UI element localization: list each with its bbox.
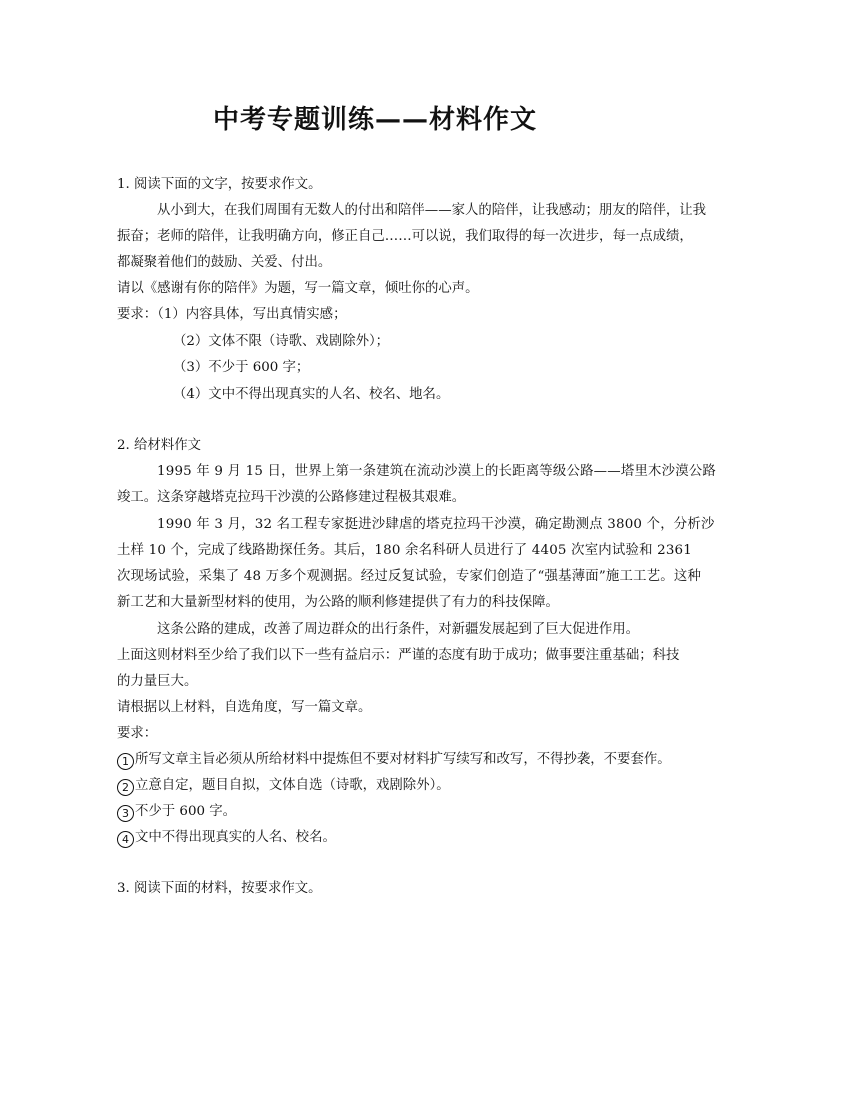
section-2-requirement <box>117 751 671 770</box>
section-2-requirement <box>117 829 336 848</box>
page-title: 中考专题训练——材料作文 <box>213 105 538 135</box>
circled-number: 2 <box>117 779 134 796</box>
section-2-paragraph-line: 竣工。这条穿越塔克拉玛干沙漠的公路修建过程极其艰难。 <box>117 490 466 505</box>
section-3-heading: 3. 阅读下面的材料，按要求作文。 <box>117 881 322 896</box>
section-2-heading: 2. 给材料作文 <box>117 438 201 453</box>
requirement-text: 立意自定，题目自拟，文体自选（诗歌，戏剧除外）。 <box>135 778 450 793</box>
circled-number: 1 <box>117 753 134 770</box>
section-2-paragraph-line: 新工艺和大量新型材料的使用，为公路的顺利修建提供了有力的科技保障。 <box>117 595 559 610</box>
section-1-paragraph-line: 从小到大，在我们周围有无数人的付出和陪伴——家人的陪伴，让我感动；朋友的陪伴，让我 <box>157 203 707 218</box>
circled-number: 4 <box>117 831 134 848</box>
section-1-requirements-intro: 要求：（1）内容具体，写出真情实感； <box>117 307 347 322</box>
section-2-paragraph-line: 1990 年 3 月，32 名工程专家挺进沙肆虐的塔克拉玛干沙漠，确定勘测点 3800 个，分析沙 <box>157 517 715 532</box>
section-2-prompt: 请根据以上材料，自选角度，写一篇文章。 <box>117 700 372 715</box>
section-1-requirement: （3）不少于 600 字； <box>173 360 310 375</box>
section-1-paragraph-line: 都凝聚着他们的鼓励、关爱、付出。 <box>117 255 332 270</box>
section-1-paragraph-line: 振奋；老师的陪伴，让我明确方向，修正自己……可以说，我们取得的每一次进步，每一点成绩， <box>117 229 693 244</box>
section-2-requirement <box>117 777 450 796</box>
circled-number: 3 <box>117 805 134 822</box>
requirement-text: 所写文章主旨必须从所给材料中提炼但不要对材料扩写续写和改写，不得抄袭，不要套作。 <box>135 752 671 767</box>
section-1-requirement: （4）文中不得出现真实的人名、校名、地名。 <box>173 387 450 402</box>
section-1-heading: 1. 阅读下面的文字，按要求作文。 <box>117 177 322 192</box>
section-1-requirement: （2）文体不限（诗歌、戏剧除外）； <box>173 334 390 349</box>
section-2-requirement <box>117 803 236 822</box>
section-2-paragraph-line: 1995 年 9 月 15 日，世界上第一条建筑在流动沙漠上的长距离等级公路——塔里木沙漠公路 <box>157 464 716 479</box>
section-2-paragraph-line: 这条公路的建成，改善了周边群众的出行条件，对新疆发展起到了巨大促进作用。 <box>157 622 640 637</box>
requirement-text: 文中不得出现真实的人名、校名。 <box>135 830 336 845</box>
section-2-paragraph-line: 的力量巨大。 <box>117 674 198 689</box>
section-2-requirements-label: 要求： <box>117 726 158 741</box>
section-2-paragraph-line: 次现场试验，采集了 48 万多个观测据。经过反复试验，专家们创造了“强基薄面”施工工艺。这种 <box>117 569 702 584</box>
section-1-prompt: 请以《感谢有你的陪伴》为题，写一篇文章，倾吐你的心声。 <box>117 281 479 296</box>
section-2-paragraph-line: 土样 10 个，完成了线路勘探任务。其后，180 余名科研人员进行了 4405 次室内试验和 2361 <box>117 543 692 558</box>
requirement-text: 不少于 600 字。 <box>135 804 237 819</box>
section-2-paragraph-line: 上面这则材料至少给了我们以下一些有益启示：严谨的态度有助于成功；做事要注重基础；科技 <box>117 648 680 663</box>
